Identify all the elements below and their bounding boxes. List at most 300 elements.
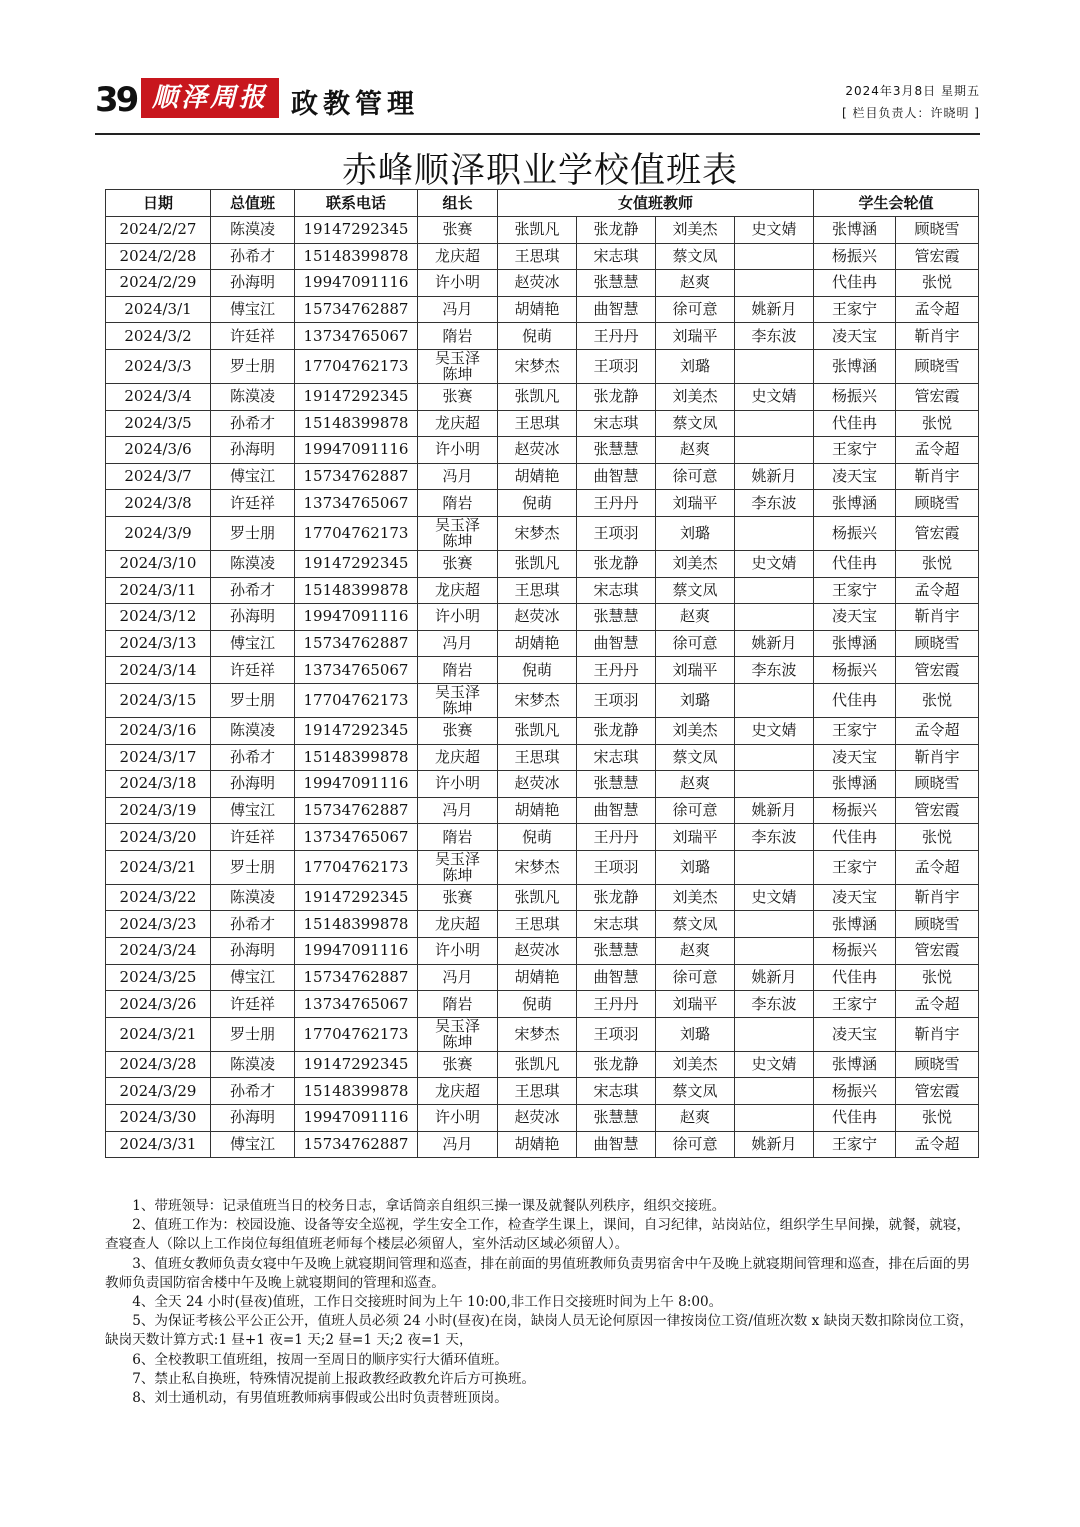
table-cell (735, 516, 814, 550)
table-cell: 张凯凡 (498, 217, 577, 244)
table-cell: 孙希才 (211, 911, 295, 938)
table-cell: 史文婧 (735, 383, 814, 410)
table-cell: 19147292345 (295, 884, 418, 911)
table-cell: 王项羽 (577, 850, 656, 884)
table-cell: 陈漠凌 (211, 383, 295, 410)
table-cell: 代佳冉 (814, 824, 896, 851)
table-row (106, 991, 979, 1018)
table-cell: 2024/3/2 (106, 323, 211, 350)
table-cell: 管宏霞 (896, 938, 979, 965)
table-row (106, 604, 979, 631)
table-cell: 刘美杰 (656, 383, 735, 410)
table-cell: 张凯凡 (498, 884, 577, 911)
table-cell: 张凯凡 (498, 550, 577, 577)
table-cell: 2024/3/26 (106, 991, 211, 1018)
table-cell (735, 1105, 814, 1132)
table-cell: 15734762887 (295, 296, 418, 323)
table-row (106, 1017, 979, 1051)
table-row (106, 1051, 979, 1078)
table-cell: 2024/3/20 (106, 824, 211, 851)
table-cell: 19147292345 (295, 550, 418, 577)
header-phone: 联系电话 (295, 190, 418, 217)
table-cell: 2024/3/25 (106, 964, 211, 991)
table-cell: 孟令超 (896, 717, 979, 744)
table-cell: 蔡文凤 (656, 744, 735, 771)
table-cell: 徐可意 (656, 463, 735, 490)
table-cell: 17704762173 (295, 1017, 418, 1051)
table-cell: 宋梦杰 (498, 683, 577, 717)
table-cell: 张悦 (896, 683, 979, 717)
table-row (106, 217, 979, 244)
table-cell: 张凯凡 (498, 383, 577, 410)
table-cell: 13734765067 (295, 323, 418, 350)
table-cell: 宋志琪 (577, 744, 656, 771)
table-cell: 杨振兴 (814, 243, 896, 270)
table-row (106, 630, 979, 657)
table-cell: 龙庆超 (418, 577, 498, 604)
table-cell: 19947091116 (295, 771, 418, 798)
table-cell: 靳肖宇 (896, 604, 979, 631)
table-cell: 张博涵 (814, 490, 896, 517)
table-cell (735, 850, 814, 884)
table-cell: 宋梦杰 (498, 1017, 577, 1051)
table-cell: 胡婧艳 (498, 1131, 577, 1158)
table-cell: 刘美杰 (656, 884, 735, 911)
table-cell: 顾晓雪 (896, 771, 979, 798)
table-cell: 代佳冉 (814, 683, 896, 717)
duty-schedule-table (105, 189, 979, 1158)
table-cell (735, 270, 814, 297)
table-cell: 靳肖宇 (896, 1017, 979, 1051)
table-row (106, 911, 979, 938)
table-cell: 张博涵 (814, 217, 896, 244)
table-cell: 张赛 (418, 217, 498, 244)
table-cell: 孙海明 (211, 771, 295, 798)
table-cell: 赵爽 (656, 604, 735, 631)
table-cell: 17704762173 (295, 850, 418, 884)
table-cell: 代佳冉 (814, 550, 896, 577)
table-cell: 15148399878 (295, 744, 418, 771)
table-cell: 李东波 (735, 991, 814, 1018)
table-cell: 张赛 (418, 550, 498, 577)
table-cell: 凌天宝 (814, 884, 896, 911)
table-cell: 王思琪 (498, 410, 577, 437)
table-cell: 许廷祥 (211, 657, 295, 684)
table-cell: 13734765067 (295, 490, 418, 517)
table-cell: 张博涵 (814, 911, 896, 938)
table-cell: 倪萌 (498, 991, 577, 1018)
table-cell: 许小明 (418, 437, 498, 464)
table-cell: 姚新月 (735, 797, 814, 824)
table-cell: 吴玉泽 陈坤 (418, 850, 498, 884)
table-cell: 姚新月 (735, 630, 814, 657)
table-cell: 胡婧艳 (498, 797, 577, 824)
table-cell: 2024/3/28 (106, 1051, 211, 1078)
table-cell: 王家宁 (814, 296, 896, 323)
table-cell: 张龙静 (577, 383, 656, 410)
table-cell: 张凯凡 (498, 1051, 577, 1078)
table-cell: 姚新月 (735, 296, 814, 323)
table-cell: 吴玉泽 陈坤 (418, 516, 498, 550)
table-cell: 李东波 (735, 323, 814, 350)
table-cell: 靳肖宇 (896, 323, 979, 350)
table-cell: 罗士朋 (211, 683, 295, 717)
table-cell: 2024/3/12 (106, 604, 211, 631)
table-cell: 倪萌 (498, 657, 577, 684)
table-row (106, 516, 979, 550)
table-body (106, 217, 979, 1158)
table-cell: 顾晓雪 (896, 217, 979, 244)
table-cell: 刘瑞平 (656, 657, 735, 684)
table-cell: 许廷祥 (211, 490, 295, 517)
table-cell: 凌天宝 (814, 463, 896, 490)
table-cell: 许廷祥 (211, 824, 295, 851)
table-cell: 史文婧 (735, 1051, 814, 1078)
table-row (106, 437, 979, 464)
table-cell (735, 577, 814, 604)
table-cell: 15148399878 (295, 911, 418, 938)
table-cell: 王项羽 (577, 683, 656, 717)
table-cell: 张博涵 (814, 349, 896, 383)
table-cell: 2024/2/29 (106, 270, 211, 297)
table-cell: 15148399878 (295, 243, 418, 270)
table-cell: 徐可意 (656, 964, 735, 991)
table-cell: 李东波 (735, 657, 814, 684)
table-row (106, 1131, 979, 1158)
table-header-row (106, 190, 979, 217)
table-cell: 傅宝江 (211, 630, 295, 657)
table-cell: 龙庆超 (418, 1078, 498, 1105)
table-cell: 许廷祥 (211, 991, 295, 1018)
table-cell: 宋志琪 (577, 410, 656, 437)
table-cell: 孙希才 (211, 243, 295, 270)
table-cell: 吴玉泽 陈坤 (418, 683, 498, 717)
table-cell: 2024/3/10 (106, 550, 211, 577)
table-row (106, 683, 979, 717)
table-cell: 王思琪 (498, 744, 577, 771)
table-cell: 19147292345 (295, 1051, 418, 1078)
table-row (106, 717, 979, 744)
table-cell: 2024/3/14 (106, 657, 211, 684)
page-title: 赤峰顺泽职业学校值班表 (341, 151, 738, 191)
table-cell: 代佳冉 (814, 1105, 896, 1132)
table-cell: 许小明 (418, 938, 498, 965)
table-cell (735, 604, 814, 631)
table-row (106, 270, 979, 297)
table-cell: 曲智慧 (577, 964, 656, 991)
table-cell: 龙庆超 (418, 911, 498, 938)
table-cell: 2024/3/23 (106, 911, 211, 938)
table-cell: 徐可意 (656, 630, 735, 657)
table-cell: 凌天宝 (814, 744, 896, 771)
table-cell: 张慧慧 (577, 437, 656, 464)
table-cell (735, 744, 814, 771)
table-cell: 刘美杰 (656, 550, 735, 577)
table-cell: 2024/3/1 (106, 296, 211, 323)
table-cell: 龙庆超 (418, 243, 498, 270)
table-cell: 张慧慧 (577, 771, 656, 798)
table-cell: 13734765067 (295, 991, 418, 1018)
table-cell: 张龙静 (577, 217, 656, 244)
table-cell: 胡婧艳 (498, 630, 577, 657)
table-cell: 王丹丹 (577, 991, 656, 1018)
header-date: 日期 (106, 190, 211, 217)
table-cell: 傅宝江 (211, 964, 295, 991)
table-cell: 徐可意 (656, 1131, 735, 1158)
table-cell: 罗士朋 (211, 850, 295, 884)
table-cell: 13734765067 (295, 657, 418, 684)
table-cell: 杨振兴 (814, 797, 896, 824)
note-item: 5、为保证考核公平公正公开，值班人员必须 24 小时(昼夜)在岗，缺岗人员无论何原因一律按岗位工资/值班次数 x 缺岗天数扣除岗位工资，缺岗天数计算方式:1 昼+1 夜=1 天;2 昼=1 天;2 夜=1 天， (105, 1313, 974, 1349)
table-cell: 2024/3/31 (106, 1131, 211, 1158)
table-cell: 刘美杰 (656, 217, 735, 244)
table-cell: 许廷祥 (211, 323, 295, 350)
table-cell: 顾晓雪 (896, 349, 979, 383)
table-cell: 张龙静 (577, 550, 656, 577)
table-cell: 赵荧冰 (498, 604, 577, 631)
table-row (106, 323, 979, 350)
table-cell: 张慧慧 (577, 604, 656, 631)
table-cell: 张悦 (896, 1105, 979, 1132)
table-cell: 孙海明 (211, 437, 295, 464)
table-cell: 2024/3/22 (106, 884, 211, 911)
table-cell: 刘瑞平 (656, 490, 735, 517)
table-cell: 孙海明 (211, 270, 295, 297)
table-cell (735, 437, 814, 464)
header-female-teachers: 女值班教师 (498, 190, 814, 217)
note-item: 1、带班领导：记录值班当日的校务日志，拿话筒亲自组织三操一课及就餐队列秩序，组织交接班。 (132, 1198, 726, 1214)
table-cell: 罗士朋 (211, 1017, 295, 1051)
header-group-leader: 组长 (418, 190, 498, 217)
table-cell: 隋岩 (418, 657, 498, 684)
table-cell: 王家宁 (814, 437, 896, 464)
table-cell: 史文婧 (735, 717, 814, 744)
table-cell: 靳肖宇 (896, 744, 979, 771)
table-cell: 冯月 (418, 1131, 498, 1158)
table-cell: 曲智慧 (577, 797, 656, 824)
table-cell: 2024/3/5 (106, 410, 211, 437)
table-cell: 刘美杰 (656, 1051, 735, 1078)
column-editor: [ 栏目负责人：许晓明 ] (842, 106, 980, 120)
table-row (106, 550, 979, 577)
table-cell: 冯月 (418, 797, 498, 824)
table-cell: 蔡文凤 (656, 243, 735, 270)
table-cell: 姚新月 (735, 964, 814, 991)
table-cell: 刘瑞平 (656, 323, 735, 350)
table-cell: 王家宁 (814, 991, 896, 1018)
table-cell: 19947091116 (295, 1105, 418, 1132)
table-cell: 孙海明 (211, 604, 295, 631)
header-chief-duty: 总值班 (211, 190, 295, 217)
table-row (106, 771, 979, 798)
table-cell: 管宏霞 (896, 383, 979, 410)
table-cell: 2024/3/19 (106, 797, 211, 824)
table-cell: 宋志琪 (577, 577, 656, 604)
table-cell: 2024/3/21 (106, 1017, 211, 1051)
table-cell: 顾晓雪 (896, 490, 979, 517)
table-cell: 凌天宝 (814, 604, 896, 631)
table-cell: 刘瑞平 (656, 824, 735, 851)
table-cell: 龙庆超 (418, 410, 498, 437)
table-cell: 蔡文凤 (656, 911, 735, 938)
table-cell: 张博涵 (814, 771, 896, 798)
table-cell: 孙海明 (211, 1105, 295, 1132)
table-cell: 管宏霞 (896, 657, 979, 684)
table-cell: 杨振兴 (814, 383, 896, 410)
table-cell: 宋志琪 (577, 911, 656, 938)
table-cell: 李东波 (735, 490, 814, 517)
table-cell: 2024/3/16 (106, 717, 211, 744)
table-cell: 19147292345 (295, 717, 418, 744)
table-cell: 冯月 (418, 463, 498, 490)
table-cell: 15148399878 (295, 410, 418, 437)
table-cell: 胡婧艳 (498, 463, 577, 490)
duty-notes (105, 1197, 978, 1408)
table-cell: 陈漠凌 (211, 217, 295, 244)
table-cell: 王思琪 (498, 1078, 577, 1105)
table-cell: 王丹丹 (577, 657, 656, 684)
table-cell: 宋志琪 (577, 1078, 656, 1105)
table-cell: 2024/2/27 (106, 217, 211, 244)
table-row (106, 490, 979, 517)
table-cell: 孟令超 (896, 296, 979, 323)
table-cell: 孟令超 (896, 577, 979, 604)
table-cell: 靳肖宇 (896, 463, 979, 490)
table-cell: 罗士朋 (211, 516, 295, 550)
table-cell: 姚新月 (735, 463, 814, 490)
table-cell: 陈漠凌 (211, 884, 295, 911)
table-cell: 张凯凡 (498, 717, 577, 744)
table-cell: 许小明 (418, 604, 498, 631)
table-cell: 19147292345 (295, 383, 418, 410)
table-row (106, 884, 979, 911)
table-cell: 凌天宝 (814, 1017, 896, 1051)
table-cell: 傅宝江 (211, 296, 295, 323)
table-row (106, 577, 979, 604)
table-cell: 王思琪 (498, 243, 577, 270)
table-cell: 宋梦杰 (498, 349, 577, 383)
table-cell: 许小明 (418, 771, 498, 798)
table-cell: 王家宁 (814, 717, 896, 744)
table-cell: 13734765067 (295, 824, 418, 851)
note-item: 8、刘士通机动，有男值班教师病事假或公出时负责替班顶岗。 (132, 1390, 508, 1407)
table-cell: 17704762173 (295, 516, 418, 550)
table-cell: 代佳冉 (814, 964, 896, 991)
table-cell: 19947091116 (295, 604, 418, 631)
table-cell: 孟令超 (896, 1131, 979, 1158)
note-item: 2、值班工作为：校园设施、设备等安全巡视，学生安全工作，检查学生课上，课间，自习纪律，站岗站位，组织学生早间操，就餐，就寝，查寝查人（除以上工作岗位每组值班老师每个楼层必须留人，室外活动区域必须留人）。 (105, 1217, 971, 1253)
table-cell: 赵荧冰 (498, 270, 577, 297)
header-student-union: 学生会轮值 (814, 190, 979, 217)
table-cell: 刘璐 (656, 349, 735, 383)
table-row (106, 383, 979, 410)
table-cell: 蔡文凤 (656, 410, 735, 437)
table-cell: 孙希才 (211, 577, 295, 604)
table-cell: 隋岩 (418, 824, 498, 851)
table-cell: 2024/3/8 (106, 490, 211, 517)
table-cell: 管宏霞 (896, 1078, 979, 1105)
table-cell: 2024/3/11 (106, 577, 211, 604)
table-cell (735, 410, 814, 437)
note-item: 6、全校教职工值班组，按周一至周日的顺序实行大循环值班。 (132, 1351, 508, 1368)
table-cell (735, 911, 814, 938)
table-cell: 隋岩 (418, 991, 498, 1018)
table-cell: 杨振兴 (814, 1078, 896, 1105)
table-cell: 孟令超 (896, 850, 979, 884)
table-cell: 15734762887 (295, 1131, 418, 1158)
table-cell: 2024/3/17 (106, 744, 211, 771)
table-cell (735, 683, 814, 717)
table-cell: 王丹丹 (577, 323, 656, 350)
table-cell: 17704762173 (295, 349, 418, 383)
table-cell: 徐可意 (656, 797, 735, 824)
table-cell: 15148399878 (295, 577, 418, 604)
table-cell: 曲智慧 (577, 1131, 656, 1158)
note-item: 7、禁止私自换班，特殊情况提前上报政教经政教允许后方可换班。 (132, 1370, 536, 1387)
table-row (106, 824, 979, 851)
table-cell: 孙希才 (211, 1078, 295, 1105)
table-cell: 19947091116 (295, 437, 418, 464)
table-cell: 刘璐 (656, 683, 735, 717)
table-cell: 倪萌 (498, 323, 577, 350)
table-cell: 孙希才 (211, 410, 295, 437)
table-cell: 刘瑞平 (656, 991, 735, 1018)
table-cell: 赵爽 (656, 771, 735, 798)
table-cell: 蔡文凤 (656, 1078, 735, 1105)
table-cell: 张慧慧 (577, 1105, 656, 1132)
table-cell: 顾晓雪 (896, 630, 979, 657)
table-cell: 许小明 (418, 270, 498, 297)
table-cell: 代佳冉 (814, 410, 896, 437)
table-cell: 17704762173 (295, 683, 418, 717)
table-cell: 张龙静 (577, 1051, 656, 1078)
table-row (106, 296, 979, 323)
table-cell: 15734762887 (295, 797, 418, 824)
table-cell: 赵荧冰 (498, 1105, 577, 1132)
table-cell: 王丹丹 (577, 824, 656, 851)
table-cell: 王家宁 (814, 577, 896, 604)
table-cell: 孟令超 (896, 437, 979, 464)
table-cell: 张龙静 (577, 717, 656, 744)
table-cell: 倪萌 (498, 490, 577, 517)
table-row (106, 850, 979, 884)
table-cell: 刘璐 (656, 1017, 735, 1051)
table-row (106, 410, 979, 437)
table-cell: 陈漠凌 (211, 1051, 295, 1078)
table-cell (735, 1078, 814, 1105)
table-cell: 2024/3/15 (106, 683, 211, 717)
table-cell: 2024/3/29 (106, 1078, 211, 1105)
table-cell: 曲智慧 (577, 296, 656, 323)
table-cell: 张悦 (896, 550, 979, 577)
table-row (106, 349, 979, 383)
table-cell: 张悦 (896, 410, 979, 437)
table-cell: 杨振兴 (814, 516, 896, 550)
table-cell: 2024/3/13 (106, 630, 211, 657)
table-cell: 2024/3/24 (106, 938, 211, 965)
table-cell: 张博涵 (814, 1051, 896, 1078)
table-cell: 蔡文凤 (656, 577, 735, 604)
table-cell: 张悦 (896, 824, 979, 851)
table-cell (735, 771, 814, 798)
table-cell: 冯月 (418, 296, 498, 323)
table-cell: 张慧慧 (577, 938, 656, 965)
table-row (106, 463, 979, 490)
table-row (106, 657, 979, 684)
table-cell: 管宏霞 (896, 797, 979, 824)
table-cell: 李东波 (735, 824, 814, 851)
table-cell: 2024/3/7 (106, 463, 211, 490)
